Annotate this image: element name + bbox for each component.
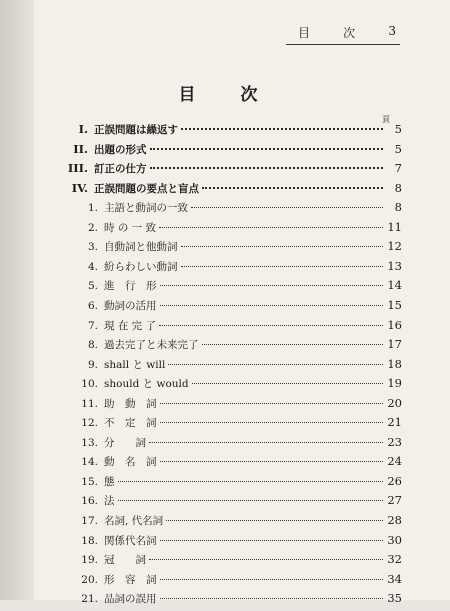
dot-leader xyxy=(149,442,383,443)
toc-entry-page: 27 xyxy=(387,493,402,508)
toc-entry-number: 5. xyxy=(87,280,98,293)
toc-entry xyxy=(0,298,450,318)
dot-leader xyxy=(150,148,384,150)
toc-entry xyxy=(0,493,450,513)
toc-entry-page: 14 xyxy=(387,278,402,293)
toc-entry-number: 20. xyxy=(81,573,98,586)
toc-entry xyxy=(0,239,450,259)
toc-entry-number: II. xyxy=(73,141,88,156)
toc-entry xyxy=(0,259,450,279)
toc-entry-title: 態 xyxy=(104,475,115,488)
toc-entry-title: 自動詞と他動詞 xyxy=(104,241,178,254)
toc-entry-number: 16. xyxy=(81,495,98,508)
toc-entry xyxy=(0,474,450,494)
toc-entry-number: 14. xyxy=(81,456,98,469)
toc-entry xyxy=(0,318,450,338)
toc-entry-page: 12 xyxy=(387,239,402,254)
dot-leader xyxy=(160,422,384,423)
dot-leader xyxy=(160,540,384,541)
toc-entry-page: 8 xyxy=(394,200,402,215)
toc-entry-page: 15 xyxy=(387,297,402,312)
toc-entry-title: 動 名 詞 xyxy=(104,456,157,469)
header-rule xyxy=(286,44,400,45)
toc-entry-title: 時 の 一 致 xyxy=(104,221,157,234)
toc-entry-title: 名詞, 代名詞 xyxy=(104,515,164,527)
toc-entry xyxy=(0,533,450,553)
dot-leader xyxy=(159,227,383,228)
toc-entry-page: 5 xyxy=(394,122,402,136)
toc-entry-number: 17. xyxy=(81,515,98,527)
dot-leader xyxy=(160,461,384,462)
toc-entry-number: 7. xyxy=(87,319,98,332)
toc-entry xyxy=(0,220,450,240)
toc-entry-title: 形 容 詞 xyxy=(104,573,157,586)
toc-entry-page: 20 xyxy=(387,395,402,410)
toc-entry xyxy=(0,454,450,474)
toc-entry-page: 8 xyxy=(394,180,402,195)
toc-entry-number: 1. xyxy=(87,202,98,215)
toc-entry-number: 4. xyxy=(87,260,98,273)
dot-leader xyxy=(159,325,383,326)
dot-leader xyxy=(191,207,383,208)
toc-entry xyxy=(0,435,450,455)
toc-entry-page: 35 xyxy=(387,591,402,606)
toc-entry-number: 9. xyxy=(87,358,98,371)
toc-entry-title: 過去完了と未来完了 xyxy=(104,339,199,352)
dot-leader xyxy=(192,383,383,384)
toc-entry-page: 13 xyxy=(387,258,402,273)
toc-entry-title: 法 xyxy=(104,495,115,508)
toc-entry-page: 26 xyxy=(387,473,402,488)
running-head-right: 次 xyxy=(343,26,358,40)
toc-entry-title: 品詞の誤用 xyxy=(104,593,157,606)
toc-entry xyxy=(0,122,450,142)
toc-entry-number: I. xyxy=(78,122,88,136)
toc-entry-number: 21. xyxy=(81,593,98,606)
toc-entry-page: 34 xyxy=(387,571,402,586)
toc-entry-page: 21 xyxy=(387,415,402,430)
dot-leader xyxy=(168,364,383,365)
toc-entry-title: 訂正の仕方 xyxy=(94,163,147,176)
toc-entry-title: 不 定 詞 xyxy=(104,417,157,430)
dot-leader xyxy=(160,403,384,404)
toc-entry-page: 19 xyxy=(387,376,402,391)
toc-entry-number: III. xyxy=(67,161,88,176)
toc-entry-number: 13. xyxy=(81,436,98,449)
toc-entry xyxy=(0,161,450,181)
toc-entry-number: 11. xyxy=(81,397,98,410)
dot-leader xyxy=(118,481,384,482)
toc-entry-title: 紛らわしい動詞 xyxy=(104,260,178,273)
toc-entry-page: 11 xyxy=(387,219,402,234)
toc-entry-page: 17 xyxy=(387,337,402,352)
toc-entry-number: 15. xyxy=(81,475,98,488)
toc-entry-page: 32 xyxy=(387,552,402,567)
toc-entry xyxy=(0,591,450,611)
toc-entry xyxy=(0,396,450,416)
toc-entry xyxy=(0,552,450,572)
toc-entry xyxy=(0,181,450,201)
toc-entry xyxy=(0,357,450,377)
toc-entry-title: 冠 詞 xyxy=(104,554,146,567)
page-column-label: 頁 xyxy=(382,115,390,124)
toc-entry-title: 分 詞 xyxy=(104,436,146,449)
toc-entry xyxy=(0,376,450,396)
dot-leader xyxy=(160,579,384,580)
toc-entry-title: 進 行 形 xyxy=(104,280,157,293)
dot-leader xyxy=(160,285,384,286)
toc-entry-title: 現 在 完 了 xyxy=(104,319,157,332)
toc-entry-number: 3. xyxy=(87,241,98,254)
toc-entry-number: 6. xyxy=(87,299,98,312)
dot-leader xyxy=(202,187,383,189)
toc-entry-page: 18 xyxy=(387,356,402,371)
toc-entry-page: 24 xyxy=(387,454,402,469)
toc-entry xyxy=(0,278,450,298)
running-head-page-number: 3 xyxy=(388,24,398,38)
toc-entry xyxy=(0,200,450,220)
toc-entry-number: 8. xyxy=(87,339,98,352)
toc-entry xyxy=(0,337,450,357)
dot-leader xyxy=(202,344,384,345)
dot-leader xyxy=(149,559,383,560)
toc-entry-page: 7 xyxy=(394,161,402,176)
toc-entry-number: 2. xyxy=(87,221,98,234)
toc-entry-title: shall と will xyxy=(104,358,166,371)
toc-entry-number: 19. xyxy=(81,554,98,567)
dot-leader xyxy=(181,266,384,267)
toc-entry-number: 10. xyxy=(81,378,98,391)
toc-entry-number: 18. xyxy=(81,534,98,547)
toc-entry xyxy=(0,415,450,435)
dot-leader xyxy=(160,598,384,599)
page-title: 目 次 xyxy=(178,85,272,105)
toc-entry-number: IV. xyxy=(71,180,88,195)
toc-entry-page: 28 xyxy=(387,513,402,527)
toc-entry-title: 正誤問題の要点と盲点 xyxy=(94,182,199,195)
dot-leader xyxy=(181,128,383,130)
toc-entry-title: 主語と動詞の一致 xyxy=(104,202,188,215)
toc-entry-title: should と would xyxy=(104,378,189,391)
toc-entry-page: 23 xyxy=(387,434,402,449)
toc-entry-title: 関係代名詞 xyxy=(104,534,157,547)
dot-leader xyxy=(160,305,384,306)
dot-leader xyxy=(150,167,384,169)
toc-entry-page: 5 xyxy=(394,141,402,156)
dot-leader xyxy=(118,500,384,501)
running-head xyxy=(298,24,398,42)
toc-entry xyxy=(0,142,450,162)
dot-leader xyxy=(181,246,384,247)
toc-entry-title: 正誤問題は繰返す xyxy=(94,124,178,136)
toc-entry-page: 30 xyxy=(387,532,402,547)
toc-entry-page: 16 xyxy=(387,317,402,332)
dot-leader xyxy=(166,520,383,521)
toc-entry-title: 動詞の活用 xyxy=(104,299,157,312)
toc-entry xyxy=(0,513,450,533)
toc-entry xyxy=(0,572,450,592)
running-head-left: 目 xyxy=(298,26,313,40)
toc-entry-number: 12. xyxy=(81,417,98,430)
toc-entry-title: 出題の形式 xyxy=(94,143,147,156)
toc-entry-title: 助 動 詞 xyxy=(104,397,157,410)
